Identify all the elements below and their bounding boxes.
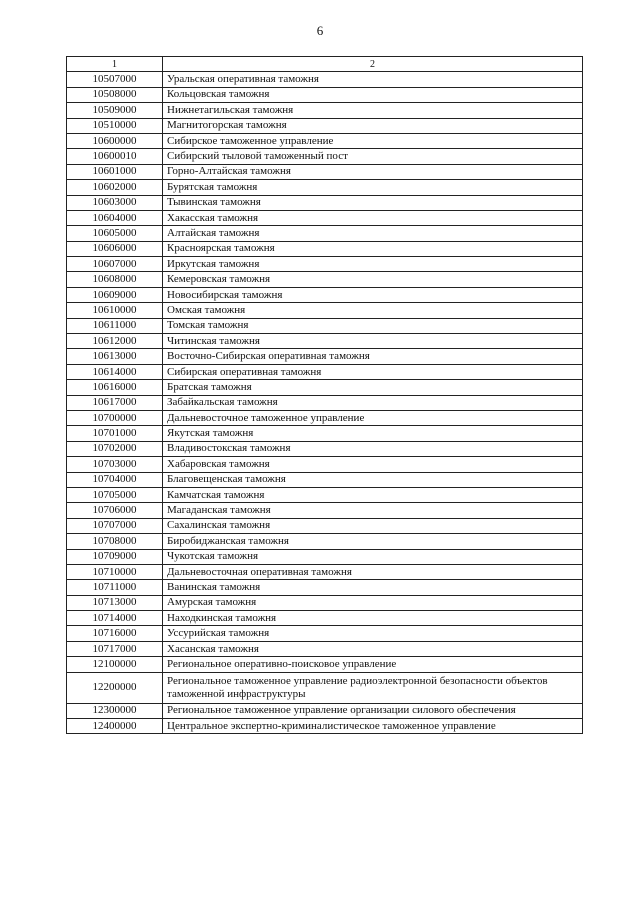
page-number: 6 xyxy=(316,23,324,38)
table-row xyxy=(67,272,583,287)
table-row xyxy=(67,164,583,179)
row-name: Хасанская таможня xyxy=(163,641,583,656)
row-name: Хакасская таможня xyxy=(163,210,583,225)
row-code: 10602000 xyxy=(67,180,163,195)
table-row xyxy=(67,457,583,472)
row-code: 10510000 xyxy=(67,118,163,133)
table-row xyxy=(67,641,583,656)
row-name: Тывинская таможня xyxy=(163,195,583,210)
row-name: Дальневосточная оперативная таможня xyxy=(163,564,583,579)
table-row xyxy=(67,180,583,195)
row-code: 10607000 xyxy=(67,257,163,272)
row-name: Находкинская таможня xyxy=(163,611,583,626)
row-code: 10612000 xyxy=(67,334,163,349)
table-row xyxy=(67,364,583,379)
row-code: 12200000 xyxy=(67,672,163,703)
table-row xyxy=(67,210,583,225)
table-row xyxy=(67,534,583,549)
table-row xyxy=(67,103,583,118)
table-row xyxy=(67,657,583,672)
row-code: 10611000 xyxy=(67,318,163,333)
row-name: Региональное таможенное управление радиоэлектронной безопасности объектов таможенной инфраструктуры xyxy=(163,672,583,703)
table-row xyxy=(67,719,583,734)
table-row xyxy=(67,564,583,579)
row-name: Магаданская таможня xyxy=(163,503,583,518)
row-code: 10617000 xyxy=(67,395,163,410)
row-name: Региональное оперативно-поисковое управление xyxy=(163,657,583,672)
row-code: 10716000 xyxy=(67,626,163,641)
row-code: 10507000 xyxy=(67,72,163,87)
row-code: 10709000 xyxy=(67,549,163,564)
table-row xyxy=(67,426,583,441)
table-row xyxy=(67,318,583,333)
row-name: Ванинская таможня xyxy=(163,580,583,595)
table-row xyxy=(67,334,583,349)
row-code: 10714000 xyxy=(67,611,163,626)
row-name: Горно-Алтайская таможня xyxy=(163,164,583,179)
row-code: 12300000 xyxy=(67,703,163,718)
row-code: 10600000 xyxy=(67,133,163,148)
table-row xyxy=(67,518,583,533)
table-row xyxy=(67,549,583,564)
table-row xyxy=(67,133,583,148)
row-name: Алтайская таможня xyxy=(163,226,583,241)
row-code: 10700000 xyxy=(67,410,163,425)
table-row xyxy=(67,595,583,610)
row-name: Восточно-Сибирская оперативная таможня xyxy=(163,349,583,364)
table-row xyxy=(67,703,583,718)
table-row xyxy=(67,672,583,703)
table-row xyxy=(67,287,583,302)
row-name: Новосибирская таможня xyxy=(163,287,583,302)
row-name: Сибирский тыловой таможенный пост xyxy=(163,149,583,164)
row-name: Уссурийская таможня xyxy=(163,626,583,641)
table-row xyxy=(67,487,583,502)
row-code: 10707000 xyxy=(67,518,163,533)
table-row xyxy=(67,441,583,456)
table-row xyxy=(67,580,583,595)
row-name: Биробиджанская таможня xyxy=(163,534,583,549)
row-name: Амурская таможня xyxy=(163,595,583,610)
row-name: Забайкальская таможня xyxy=(163,395,583,410)
table-row xyxy=(67,349,583,364)
row-name: Сахалинская таможня xyxy=(163,518,583,533)
table-row xyxy=(67,626,583,641)
row-code: 10702000 xyxy=(67,441,163,456)
row-name: Сибирская оперативная таможня xyxy=(163,364,583,379)
row-name: Чукотская таможня xyxy=(163,549,583,564)
row-code: 10608000 xyxy=(67,272,163,287)
row-name: Бурятская таможня xyxy=(163,180,583,195)
row-name: Камчатская таможня xyxy=(163,487,583,502)
row-name: Якутская таможня xyxy=(163,426,583,441)
row-code: 10603000 xyxy=(67,195,163,210)
row-name: Кольцовская таможня xyxy=(163,87,583,102)
row-code: 10705000 xyxy=(67,487,163,502)
column-header-name: 2 xyxy=(163,57,583,72)
table-row xyxy=(67,195,583,210)
column-header-code: 1 xyxy=(67,57,163,72)
row-code: 10708000 xyxy=(67,534,163,549)
row-name: Благовещенская таможня xyxy=(163,472,583,487)
table-row xyxy=(67,87,583,102)
table-row xyxy=(67,118,583,133)
table-row xyxy=(67,149,583,164)
row-code: 10610000 xyxy=(67,303,163,318)
table-row xyxy=(67,303,583,318)
table-row xyxy=(67,380,583,395)
table-row xyxy=(67,226,583,241)
row-code: 10604000 xyxy=(67,210,163,225)
customs-code-table xyxy=(66,56,583,734)
table-row xyxy=(67,257,583,272)
row-code: 10710000 xyxy=(67,564,163,579)
row-code: 10508000 xyxy=(67,87,163,102)
row-code: 10613000 xyxy=(67,349,163,364)
row-name: Братская таможня xyxy=(163,380,583,395)
row-name: Сибирское таможенное управление xyxy=(163,133,583,148)
row-code: 10717000 xyxy=(67,641,163,656)
row-code: 10606000 xyxy=(67,241,163,256)
row-code: 10701000 xyxy=(67,426,163,441)
table-row xyxy=(67,611,583,626)
row-code: 10600010 xyxy=(67,149,163,164)
row-name: Дальневосточное таможенное управление xyxy=(163,410,583,425)
row-name: Владивостокская таможня xyxy=(163,441,583,456)
row-code: 10704000 xyxy=(67,472,163,487)
row-name: Региональное таможенное управление организации силового обеспечения xyxy=(163,703,583,718)
table-row xyxy=(67,503,583,518)
row-name: Иркутская таможня xyxy=(163,257,583,272)
row-name: Центральное экспертно-криминалистическое таможенное управление xyxy=(163,719,583,734)
row-name: Хабаровская таможня xyxy=(163,457,583,472)
row-code: 10601000 xyxy=(67,164,163,179)
table-row xyxy=(67,410,583,425)
table-row xyxy=(67,241,583,256)
row-code: 12100000 xyxy=(67,657,163,672)
row-name: Уральская оперативная таможня xyxy=(163,72,583,87)
row-code: 10605000 xyxy=(67,226,163,241)
row-name: Красноярская таможня xyxy=(163,241,583,256)
row-name: Магнитогорская таможня xyxy=(163,118,583,133)
row-name: Читинская таможня xyxy=(163,334,583,349)
row-name: Томская таможня xyxy=(163,318,583,333)
row-code: 10706000 xyxy=(67,503,163,518)
table-body xyxy=(67,72,583,734)
table-row xyxy=(67,72,583,87)
row-code: 10713000 xyxy=(67,595,163,610)
table-row xyxy=(67,395,583,410)
row-code: 12400000 xyxy=(67,719,163,734)
row-code: 10509000 xyxy=(67,103,163,118)
row-code: 10703000 xyxy=(67,457,163,472)
table-header-row xyxy=(67,57,583,72)
row-name: Нижнетагильская таможня xyxy=(163,103,583,118)
row-code: 10616000 xyxy=(67,380,163,395)
row-name: Кемеровская таможня xyxy=(163,272,583,287)
row-name: Омская таможня xyxy=(163,303,583,318)
row-code: 10711000 xyxy=(67,580,163,595)
row-code: 10609000 xyxy=(67,287,163,302)
row-code: 10614000 xyxy=(67,364,163,379)
table-row xyxy=(67,472,583,487)
